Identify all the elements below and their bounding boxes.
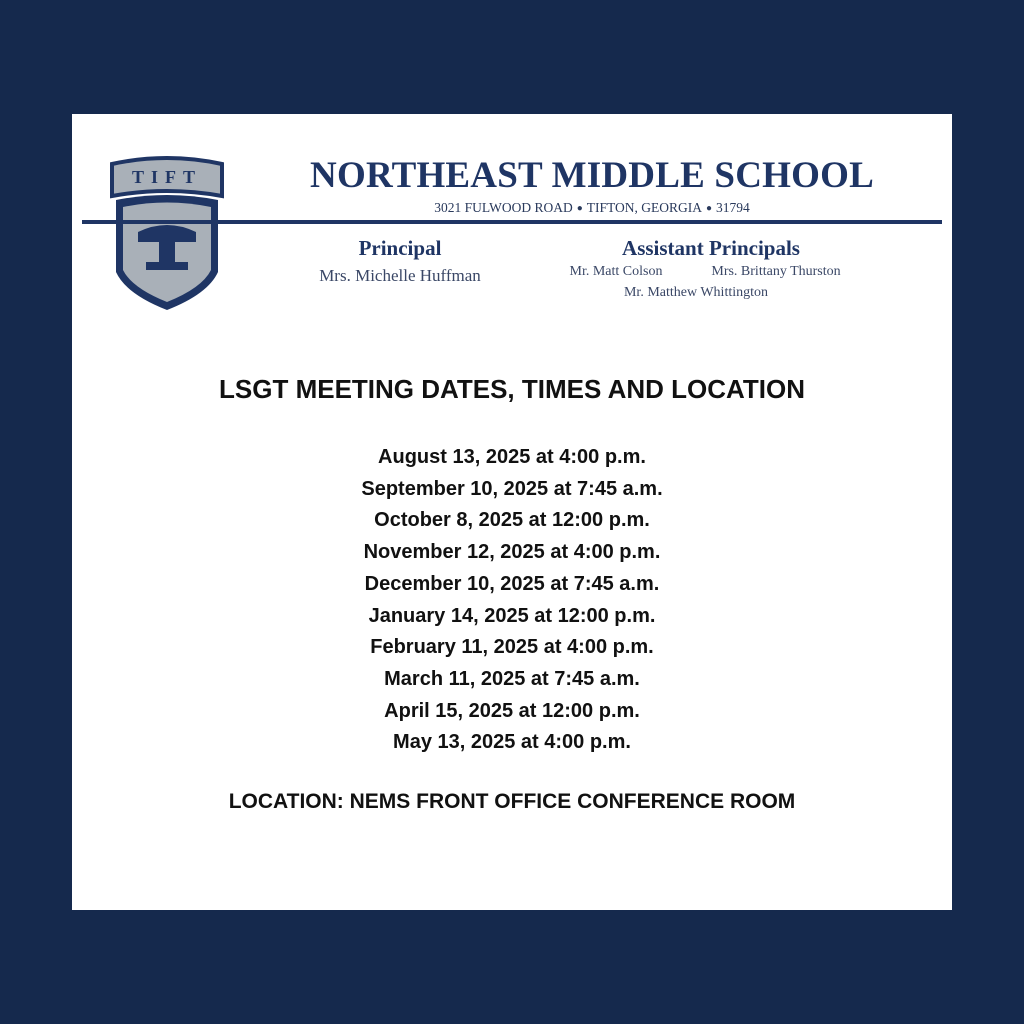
address-zip: 31794 [716,200,750,215]
bullet-separator: ● [706,203,713,214]
meeting-date: November 12, 2025 at 4:00 p.m. [363,541,661,564]
assistant-principal-name: Mr. Matt Colson [569,264,663,279]
meeting-date: August 13, 2025 at 4:00 p.m. [378,446,646,468]
meeting-date: September 10, 2025 at 7:45 a.m. [361,477,663,500]
crest-banner-text: TIFT [131,167,203,187]
header-divider [82,220,942,224]
meeting-date: February 11, 2025 at 4:00 p.m. [370,636,654,659]
school-name: NORTHEAST MIDDLE SCHOOL [310,155,874,196]
bullet-separator: ● [576,203,583,214]
address-city: TIFTON, GEORGIA [586,200,702,215]
assistant-principal-name: Mrs. Brittany Thurston [711,264,841,279]
notice-heading: LSGT MEETING DATES, TIMES AND LOCATION [219,374,805,404]
address-street: 3021 FULWOOD ROAD [434,200,573,215]
meeting-date: October 8, 2025 at 12:00 p.m. [374,509,650,532]
school-address [322,200,862,216]
principal-name: Mrs. Michelle Huffman [319,266,481,285]
meeting-location: LOCATION: NEMS FRONT OFFICE CONFERENCE ROOM [228,790,796,813]
meeting-dates-list [72,442,952,759]
meeting-date: March 11, 2025 at 7:45 a.m. [384,667,640,690]
meeting-date: May 13, 2025 at 4:00 p.m. [393,731,631,754]
assistant-principals-title: Assistant Principals [622,236,800,260]
meeting-date: January 14, 2025 at 12:00 p.m. [368,604,656,627]
meeting-date: December 10, 2025 at 7:45 a.m. [364,572,660,595]
principal-title: Principal [358,236,442,260]
meeting-date: April 15, 2025 at 12:00 p.m. [384,699,640,722]
document-page [72,114,952,910]
tift-crest-logo [108,154,226,314]
assistant-principal-name: Mr. Matthew Whittington [623,285,768,300]
